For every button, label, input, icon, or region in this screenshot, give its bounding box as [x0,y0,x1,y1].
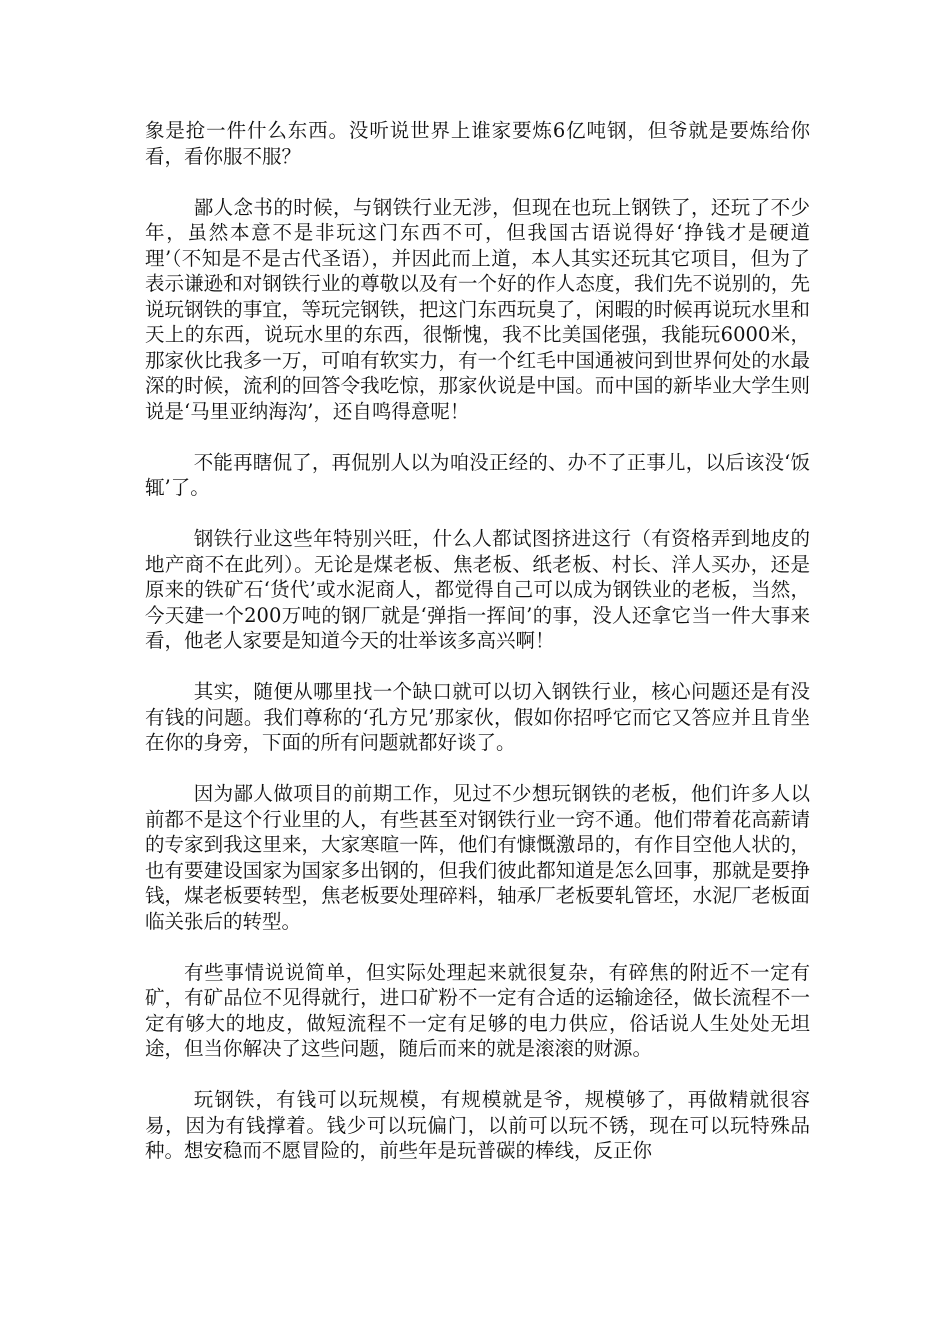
paragraph-industry-boom: 钢铁行业这些年特别兴旺，什么人都试图挤进这行（有资格弄到地皮的地产商不在此列）。无论是煤老板、焦老板、纸老板、村长、洋人买办，还是原来的铁矿石‘货代’或水泥商人，都觉得自己可以成为钢铁业的老板，当然，今天建一个200万吨的钢厂就是‘弹指一挥间’的事，没人还拿它当一件大事来看，他老人家要是知道今天的壮举该多高兴啊！ [145,527,810,652]
paragraph-stop-chatting: 不能再瞎侃了，再侃别人以为咱没正经的、办不了正事儿，以后该没‘饭辄’了。 [145,450,810,499]
paragraph-bosses: 因为鄙人做项目的前期工作，见过不少想玩钢铁的老板，他们许多人以前都不是这个行业里的人，有些甚至对钢铁行业一窍不通。他们带着花高薪请的专家到我这里来，大家寒暄一阵，他们有慷慨激昂的，有作目空他人状的，也有要建设国家为国家多出钢的，但我们彼此都知道是怎么回事，那就是要挣钱，煤老板要转型，焦老板要处理碎料，轴承厂老板要轧管坯，水泥厂老板面临关张后的转型。 [145,782,810,933]
paragraph-complexity: 有些事情说说简单，但实际处理起来就很复杂，有碎焦的附近不一定有矿，有矿品位不见得就行，进口矿粉不一定有合适的运输途径，做长流程不一定有够大的地皮，做短流程不一定有足够的电力供应，俗话说人生处处无坦途，但当你解决了这些问题，随后而来的就是滚滚的财源。 [145,960,810,1060]
paragraph-play-steel: 玩钢铁，有钱可以玩规模，有规模就是爷，规模够了，再做精就很容易，因为有钱撑着。钱少可以玩偏门，以前可以玩不锈，现在可以玩特殊品种。想安稳而不愿冒险的，前些年是玩普碳的棒线，反正你 [145,1088,810,1162]
paragraph-continuation: 象是抢一件什么东西。没听说世界上谁家要炼6亿吨钢，但爷就是要炼给你看，看你服不服？ [145,119,810,168]
document-body [145,118,810,1189]
paragraph-money-question: 其实，随便从哪里找一个缺口就可以切入钢铁行业，核心问题还是有没有钱的问题。我们尊称的‘孔方兄’那家伙，假如你招呼它而它又答应并且肯坐在你的身旁，下面的所有问题就都好谈了。 [145,680,810,754]
paragraph-author-background: 鄙人念书的时候，与钢铁行业无涉，但现在也玩上钢铁了，还玩了不少年，虽然本意不是非玩这门东西不可，但我国古语说得好‘挣钱才是硬道理’（不知是不是古代圣语），并因此而上道，本人其实还玩其它项目，但为了表示谦逊和对钢铁行业的尊敬以及有一个好的作人态度，我们先不说别的，先说玩钢铁的事宜，等玩完钢铁，把这门东西玩臭了，闲暇的时候再说玩水里和天上的东西，说玩水里的东西，很惭愧，我不比美国佬强，我能玩6000米，那家伙比我多一万，可咱有软实力，有一个红毛中国通被问到世界何处的水最深的时候，流利的回答令我吃惊，那家伙说是中国。而中国的新毕业大学生则说是‘马里亚纳海沟’，还自鸣得意呢！ [145,195,810,423]
